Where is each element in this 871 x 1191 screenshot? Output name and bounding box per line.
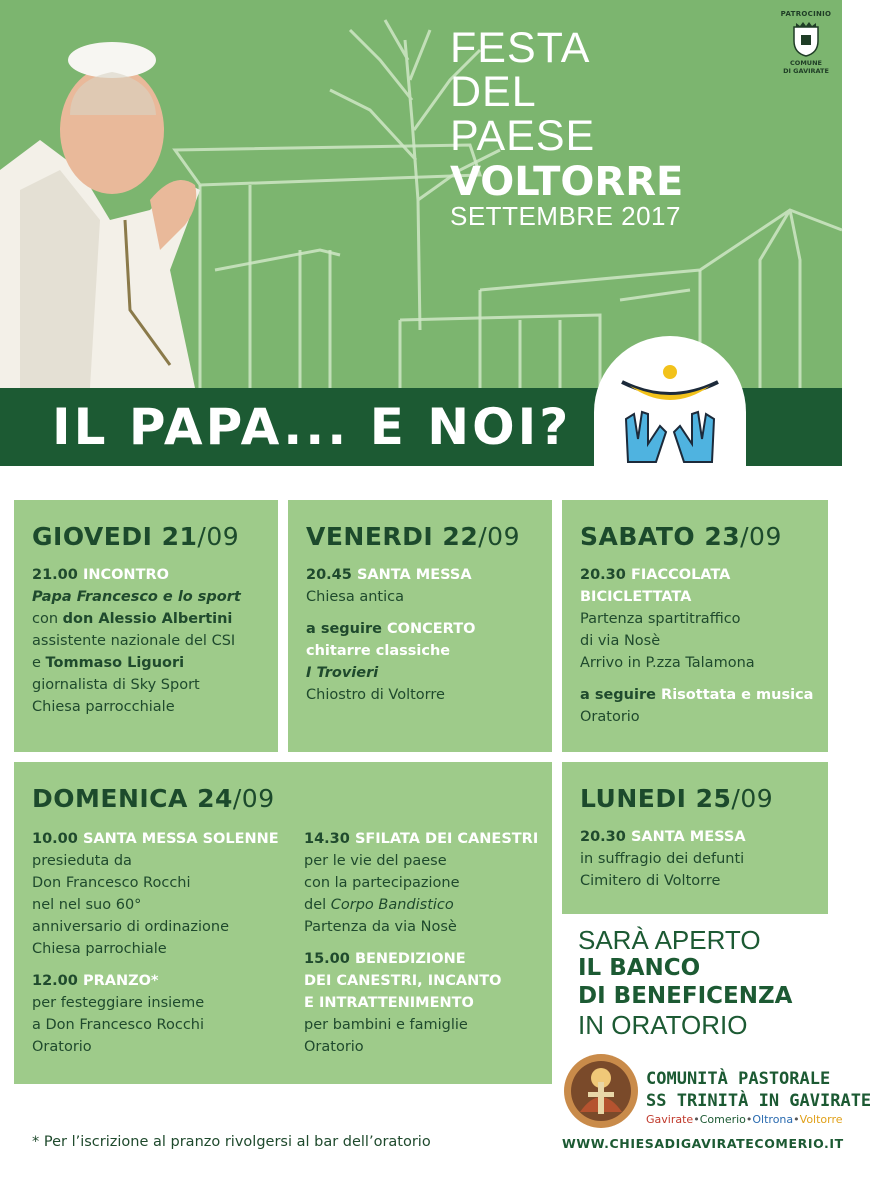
community-block — [646, 1068, 871, 1128]
event-line: con la partecipazione — [304, 875, 460, 891]
event-title: SANTA MESSA — [356, 567, 472, 583]
event-location: Chiostro di Voltorre — [306, 687, 445, 703]
event-time: 20.30 — [580, 567, 626, 583]
event-line: Papa Francesco e lo sport — [32, 589, 241, 605]
parish-list — [646, 1112, 871, 1128]
separator: • — [793, 1113, 800, 1126]
spacer — [306, 608, 534, 618]
event-title: FIACCOLATA — [630, 567, 731, 583]
event-title: SANTA MESSA SOLENNE — [82, 831, 279, 847]
day-title-domenica — [32, 784, 534, 814]
event-line — [32, 608, 260, 630]
event-line: per bambini e famiglie — [304, 1017, 468, 1033]
trinity-emblem-icon — [562, 1052, 640, 1130]
domenica-column-left — [32, 828, 279, 1058]
event-person: Tommaso Liguori — [45, 655, 185, 671]
day-name: GIOVEDI 21 — [32, 522, 198, 551]
domenica-column-right — [304, 828, 538, 1058]
event-line: di via Nosè — [580, 633, 661, 649]
parish-name: Gavirate — [646, 1113, 694, 1126]
community-line1: COMUNITÀ PASTORALE — [646, 1069, 831, 1089]
event-line: DEI CANESTRI, INCANTO — [304, 973, 502, 989]
event-line: per festeggiare insieme — [32, 995, 205, 1011]
day-month: /09 — [740, 522, 782, 551]
event-line: giornalista di Sky Sport — [32, 677, 200, 693]
parish-name: Oltrona — [752, 1113, 794, 1126]
banco-beneficenza — [578, 926, 792, 1040]
event-group: Corpo Bandistico — [330, 897, 454, 913]
event-line: in suffragio dei defunti — [580, 851, 745, 867]
event-text: e — [32, 655, 41, 671]
event-line: I Trovieri — [306, 665, 379, 681]
comune-crest-icon — [792, 21, 820, 57]
event-location: Chiesa antica — [306, 589, 404, 605]
event-line — [580, 826, 810, 848]
praying-hands-logo-icon — [616, 364, 724, 464]
event-text: a seguire — [306, 621, 382, 637]
event-line — [32, 564, 260, 586]
day-title-giovedi — [32, 522, 260, 552]
day-name: LUNEDI 25 — [580, 784, 732, 813]
event-person: don Alessio Albertini — [62, 611, 233, 627]
event-line — [580, 564, 810, 586]
title-line-festa: FESTA — [450, 24, 591, 72]
parish-name: Comerio — [699, 1113, 746, 1126]
lunch-footnote: * Per l’iscrizione al pranzo rivolgersi al bar dell’oratorio — [32, 1134, 431, 1150]
event-title: CONCERTO — [387, 621, 476, 637]
parish-name: Voltorre — [799, 1113, 843, 1126]
day-name: DOMENICA 24 — [32, 784, 233, 813]
event-location: Oratorio — [32, 1039, 92, 1055]
banco-line1: SARÀ APERTO — [578, 925, 761, 955]
title-line-del: DEL — [450, 68, 537, 116]
event-line: BICICLETTATA — [580, 589, 692, 605]
event-box-giovedi — [14, 500, 278, 752]
event-line: per le vie del paese — [304, 853, 447, 869]
event-title: PRANZO* — [82, 973, 159, 989]
event-line — [32, 970, 279, 992]
event-line — [32, 652, 260, 674]
event-location: Chiesa parrocchiale — [32, 699, 175, 715]
event-line: Partenza spartitraffico — [580, 611, 741, 627]
event-line — [306, 618, 534, 640]
event-line — [304, 948, 538, 970]
event-line — [304, 828, 538, 850]
website-link[interactable]: WWW.CHIESADIGAVIRATECOMERIO.IT — [562, 1136, 844, 1151]
event-text: con — [32, 611, 59, 627]
event-line: anniversario di ordinazione — [32, 919, 230, 935]
day-month: /09 — [197, 522, 240, 551]
day-month: /09 — [478, 522, 520, 551]
event-time: 14.30 — [304, 831, 350, 847]
event-location: Cimitero di Voltorre — [580, 873, 721, 889]
event-line — [304, 894, 538, 916]
event-time: 21.00 — [32, 567, 78, 583]
event-line: Arrivo in P.zza Talamona — [580, 655, 755, 671]
title-line-paese: PAESE — [450, 112, 596, 160]
event-title: Risottata e musica — [661, 687, 814, 703]
event-line — [32, 828, 279, 850]
event-time: 20.30 — [580, 829, 626, 845]
day-title-venerdi — [306, 522, 534, 552]
event-box-lunedi — [562, 762, 828, 914]
spacer — [304, 938, 538, 948]
event-title: SFILATA DEI CANESTRI — [354, 831, 539, 847]
banco-line3: DI BENEFICENZA — [578, 983, 793, 1009]
title-place: VOLTORRE — [450, 159, 684, 205]
patrocinio-block — [780, 10, 832, 75]
banner-text: IL PAPA... E NOI? — [52, 398, 572, 456]
event-time: 20.45 — [306, 567, 352, 583]
separator: • — [693, 1113, 700, 1126]
event-location: Partenza da via Nosè — [304, 919, 457, 935]
day-month: /09 — [232, 784, 275, 813]
festival-title — [450, 24, 684, 231]
event-text: del — [304, 897, 327, 913]
event-line: chitarre classiche — [306, 643, 451, 659]
event-location: Chiesa parrochiale — [32, 941, 167, 957]
event-text: a seguire — [580, 687, 656, 703]
event-time: 12.00 — [32, 973, 78, 989]
event-line — [306, 564, 534, 586]
patrocinio-label: PATROCINIO — [780, 10, 832, 18]
event-title: SANTA MESSA — [630, 829, 746, 845]
event-line: assistente nazionale del CSI — [32, 633, 236, 649]
spacer — [32, 960, 279, 970]
event-title: INCONTRO — [82, 567, 169, 583]
day-title-sabato — [580, 522, 810, 552]
day-title-lunedi — [580, 784, 810, 814]
title-date: SETTEMBRE 2017 — [450, 201, 681, 231]
comune-line1: COMUNE — [790, 59, 822, 67]
event-box-sabato — [562, 500, 828, 752]
event-location: Oratorio — [304, 1039, 364, 1055]
event-line: a Don Francesco Rocchi — [32, 1017, 205, 1033]
pope-illustration — [0, 20, 215, 388]
day-name: SABATO 23 — [580, 522, 741, 551]
header — [0, 0, 842, 388]
event-time: 10.00 — [32, 831, 78, 847]
event-location: Oratorio — [580, 709, 640, 725]
banco-line2: IL BANCO — [578, 955, 701, 981]
community-line2: SS TRINITÀ IN GAVIRATE — [646, 1091, 871, 1111]
spacer — [580, 674, 810, 684]
event-box-venerdi — [288, 500, 552, 752]
event-line: Don Francesco Rocchi — [32, 875, 191, 891]
separator: • — [745, 1113, 753, 1126]
event-time: 15.00 — [304, 951, 350, 967]
event-line: nel nel suo 60° — [32, 897, 142, 913]
event-line: E INTRATTENIMENTO — [304, 995, 474, 1011]
comune-line2: DI GAVIRATE — [783, 67, 829, 75]
day-month: /09 — [731, 784, 774, 813]
banco-line4: IN ORATORIO — [578, 1010, 748, 1040]
day-name: VENERDI 22 — [306, 522, 479, 551]
event-line — [580, 684, 814, 706]
event-line: presieduta da — [32, 853, 132, 869]
event-box-domenica — [14, 762, 552, 1084]
event-title: BENEDIZIONE — [354, 951, 466, 967]
